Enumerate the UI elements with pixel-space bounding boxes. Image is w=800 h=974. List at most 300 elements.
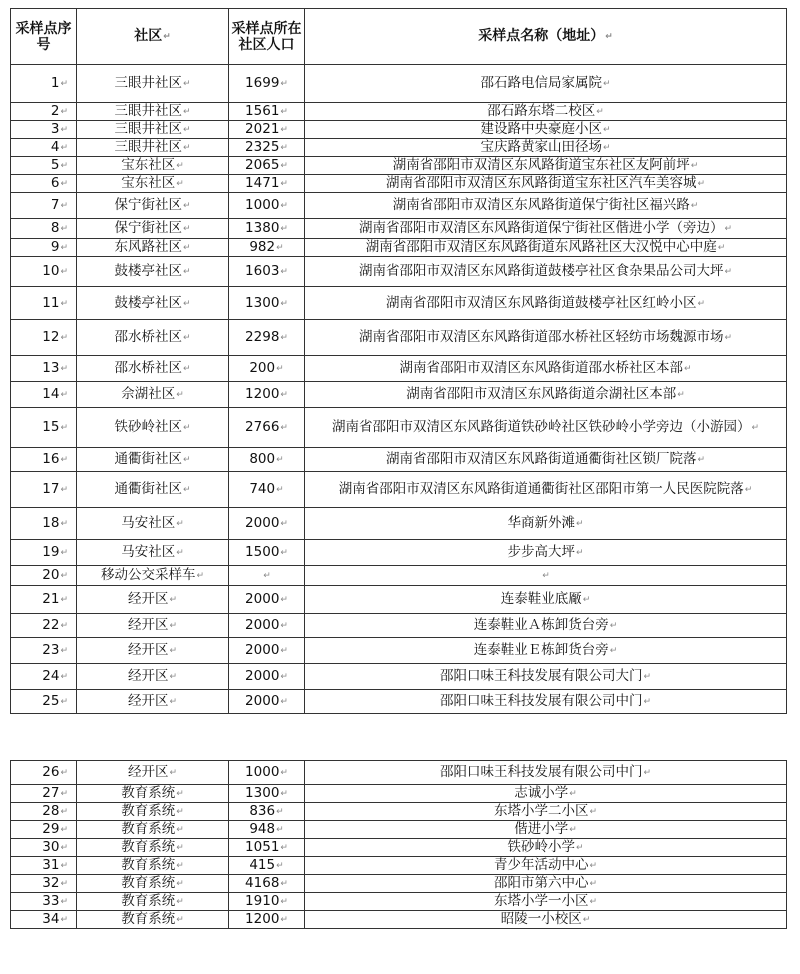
sampling-sites-table xyxy=(10,8,787,714)
row-seq-text: 1 xyxy=(50,75,60,91)
row-site-text: 青少年活动中心 xyxy=(493,857,589,873)
table-row xyxy=(11,821,787,839)
row-seq-text: 24 xyxy=(42,668,60,684)
paragraph-mark: ↵ xyxy=(643,672,652,682)
paragraph-mark: ↵ xyxy=(60,915,68,925)
row-seq xyxy=(11,157,77,175)
row-community xyxy=(77,857,229,875)
paragraph-mark: ↵ xyxy=(60,143,68,153)
paragraph-mark: ↵ xyxy=(602,143,611,153)
row-seq-text: 30 xyxy=(42,839,60,855)
table-row xyxy=(11,356,787,382)
paragraph-mark: ↵ xyxy=(280,789,288,799)
row-community xyxy=(77,121,229,139)
paragraph-mark: ↵ xyxy=(744,485,753,495)
row-seq-text: 23 xyxy=(42,642,60,658)
row-seq-text: 17 xyxy=(42,481,60,497)
row-seq xyxy=(11,320,77,356)
row-community xyxy=(77,320,229,356)
paragraph-mark: ↵ xyxy=(176,843,184,853)
row-site-text: 志诚小学 xyxy=(514,785,569,801)
paragraph-mark: ↵ xyxy=(276,485,284,495)
row-seq-text: 10 xyxy=(42,263,60,279)
paragraph-mark: ↵ xyxy=(176,789,184,799)
row-seq xyxy=(11,508,77,540)
row-site xyxy=(305,893,787,911)
row-population xyxy=(229,586,305,614)
row-community xyxy=(77,193,229,219)
row-site-text: 邵石路电信局家属院 xyxy=(480,75,602,91)
paragraph-mark: ↵ xyxy=(717,243,726,253)
row-site xyxy=(305,821,787,839)
paragraph-mark: ↵ xyxy=(690,201,699,211)
row-community xyxy=(77,103,229,121)
paragraph-mark: ↵ xyxy=(60,390,68,400)
table-row xyxy=(11,219,787,239)
row-population-text: 2021 xyxy=(245,121,280,137)
row-seq-text: 32 xyxy=(42,875,60,891)
row-seq xyxy=(11,287,77,320)
row-site xyxy=(305,761,787,785)
row-site xyxy=(305,638,787,664)
paragraph-mark: ↵ xyxy=(569,789,577,799)
row-site-text: 湖南省邵阳市双清区东风路街道通衢街社区锁厂院落 xyxy=(385,451,697,467)
row-site-text: 湖南省邵阳市双清区东风路街道邵水桥社区本部 xyxy=(399,360,683,376)
paragraph-mark: ↵ xyxy=(575,519,584,529)
table-row xyxy=(11,911,787,929)
row-population xyxy=(229,193,305,219)
row-population xyxy=(229,664,305,690)
paragraph-mark: ↵ xyxy=(176,390,184,400)
row-site-text: 建设路中央豪庭小区 xyxy=(480,121,602,137)
paragraph-mark: ↵ xyxy=(280,879,288,889)
row-population xyxy=(229,448,305,472)
table-row xyxy=(11,761,787,785)
row-site xyxy=(305,65,787,103)
row-community-text: 东风路社区 xyxy=(114,239,182,255)
row-population xyxy=(229,287,305,320)
row-site xyxy=(305,540,787,566)
row-seq xyxy=(11,103,77,121)
row-seq-text: 3 xyxy=(50,121,60,137)
paragraph-mark: ↵ xyxy=(182,243,191,253)
paragraph-mark: ↵ xyxy=(276,825,284,835)
table-body-part-2 xyxy=(11,761,787,929)
row-seq-text: 13 xyxy=(42,360,60,376)
row-community xyxy=(77,65,229,103)
table-row xyxy=(11,65,787,103)
row-community xyxy=(77,614,229,638)
row-site xyxy=(305,356,787,382)
row-seq-text: 20 xyxy=(42,567,60,583)
paragraph-mark: ↵ xyxy=(280,161,288,171)
row-site-text: 铁砂岭小学 xyxy=(507,839,575,855)
row-seq-text: 34 xyxy=(42,911,60,927)
row-site xyxy=(305,408,787,448)
row-site-text: 邵阳口味王科技发展有限公司中门 xyxy=(439,764,643,780)
row-seq xyxy=(11,875,77,893)
row-population xyxy=(229,803,305,821)
paragraph-mark: ↵ xyxy=(60,125,68,135)
row-site-text: 偕进小学 xyxy=(514,821,569,837)
paragraph-mark: ↵ xyxy=(182,333,191,343)
row-population-text: 2298 xyxy=(245,329,280,345)
row-community xyxy=(77,139,229,157)
row-community-text: 通衢街社区 xyxy=(114,451,182,467)
row-community-text: 通衢街社区 xyxy=(114,481,182,497)
row-population-text: 2325 xyxy=(245,139,280,155)
table-row xyxy=(11,287,787,320)
paragraph-mark: ↵ xyxy=(60,621,68,631)
row-site-text: 邵阳市第六中心 xyxy=(493,875,589,891)
row-population xyxy=(229,121,305,139)
paragraph-mark: ↵ xyxy=(176,548,184,558)
paragraph-mark: ↵ xyxy=(582,595,591,605)
row-site xyxy=(305,193,787,219)
row-site xyxy=(305,803,787,821)
row-community-text: 保宁街社区 xyxy=(114,197,182,213)
row-community-text: 经开区 xyxy=(127,642,169,658)
paragraph-mark: ↵ xyxy=(677,390,685,400)
row-seq-text: 8 xyxy=(50,220,60,236)
row-population xyxy=(229,566,305,586)
row-population-text: 2000 xyxy=(245,642,280,658)
row-population-text: 2000 xyxy=(245,591,280,607)
paragraph-mark: ↵ xyxy=(60,485,68,495)
row-population xyxy=(229,857,305,875)
paragraph-mark: ↵ xyxy=(280,897,288,907)
row-community xyxy=(77,508,229,540)
row-population-text: 2065 xyxy=(245,157,280,173)
row-population-text: 982 xyxy=(249,239,276,255)
row-seq-text: 14 xyxy=(42,386,60,402)
paragraph-mark: ↵ xyxy=(724,267,733,277)
row-site xyxy=(305,690,787,714)
table-row xyxy=(11,408,787,448)
table-row xyxy=(11,472,787,508)
header-site xyxy=(305,9,787,65)
row-community-text: 马安社区 xyxy=(121,544,176,560)
paragraph-mark: ↵ xyxy=(589,897,598,907)
row-population xyxy=(229,320,305,356)
row-seq-text: 15 xyxy=(42,419,60,435)
row-population-text: 836 xyxy=(249,803,276,819)
row-site-text: 湖南省邵阳市双清区东风路街道宝东社区汽车美容城 xyxy=(385,175,697,191)
paragraph-mark: ↵ xyxy=(280,519,288,529)
paragraph-mark: ↵ xyxy=(280,697,288,707)
table-row xyxy=(11,239,787,257)
paragraph-mark: ↵ xyxy=(182,267,191,277)
table-header-row xyxy=(11,9,787,65)
paragraph-mark: ↵ xyxy=(280,548,288,558)
paragraph-mark: ↵ xyxy=(163,32,171,42)
table-row xyxy=(11,638,787,664)
row-seq xyxy=(11,566,77,586)
row-seq xyxy=(11,121,77,139)
row-population-text: 200 xyxy=(249,360,276,376)
paragraph-mark: ↵ xyxy=(276,243,284,253)
paragraph-mark: ↵ xyxy=(280,107,288,117)
row-seq xyxy=(11,219,77,239)
paragraph-mark: ↵ xyxy=(182,423,191,433)
row-seq xyxy=(11,614,77,638)
row-seq-text: 11 xyxy=(42,294,60,311)
table-row xyxy=(11,664,787,690)
paragraph-mark: ↵ xyxy=(176,519,184,529)
row-community-text: 移动公交采样车 xyxy=(100,567,196,583)
row-seq xyxy=(11,239,77,257)
row-site-text: 湖南省邵阳市双清区东风路街道鼓楼亭社区红岭小区 xyxy=(385,294,697,311)
row-population-text: 2000 xyxy=(245,668,280,684)
row-seq-text: 18 xyxy=(42,515,60,531)
paragraph-mark: ↵ xyxy=(176,915,184,925)
paragraph-mark: ↵ xyxy=(60,423,68,433)
paragraph-mark: ↵ xyxy=(60,548,68,558)
paragraph-mark: ↵ xyxy=(182,107,191,117)
row-population-text: 1000 xyxy=(245,764,280,780)
row-seq-text: 19 xyxy=(42,544,60,560)
row-seq-text: 9 xyxy=(50,239,60,255)
paragraph-mark: ↵ xyxy=(542,571,550,581)
row-community-text: 教育系统 xyxy=(121,893,176,909)
row-seq xyxy=(11,448,77,472)
row-population-text: 1471 xyxy=(245,175,280,191)
row-community xyxy=(77,586,229,614)
row-community-text: 教育系统 xyxy=(121,785,176,801)
row-community xyxy=(77,664,229,690)
row-seq xyxy=(11,65,77,103)
row-community xyxy=(77,803,229,821)
row-site xyxy=(305,586,787,614)
row-site-text: 连泰鞋业Ａ栋卸货台旁 xyxy=(473,617,609,633)
paragraph-mark: ↵ xyxy=(60,519,68,529)
row-seq xyxy=(11,540,77,566)
table-row xyxy=(11,540,787,566)
row-seq xyxy=(11,175,77,193)
row-population-text: 1300 xyxy=(245,785,280,801)
paragraph-mark: ↵ xyxy=(60,161,68,171)
paragraph-mark: ↵ xyxy=(176,825,184,835)
row-community xyxy=(77,472,229,508)
row-community-text: 鼓楼亭社区 xyxy=(114,263,182,279)
row-community-text: 佘湖社区 xyxy=(121,386,176,402)
row-seq xyxy=(11,785,77,803)
row-seq-text: 33 xyxy=(42,893,60,909)
row-population-text: 2000 xyxy=(245,693,280,709)
row-population xyxy=(229,175,305,193)
row-community xyxy=(77,382,229,408)
paragraph-mark: ↵ xyxy=(276,364,284,374)
row-site xyxy=(305,448,787,472)
row-population-text: 415 xyxy=(249,857,276,873)
paragraph-mark: ↵ xyxy=(60,768,68,778)
paragraph-mark: ↵ xyxy=(697,179,706,189)
row-community xyxy=(77,893,229,911)
paragraph-mark: ↵ xyxy=(280,179,288,189)
paragraph-mark: ↵ xyxy=(60,697,68,707)
table-row xyxy=(11,586,787,614)
row-seq xyxy=(11,690,77,714)
paragraph-mark: ↵ xyxy=(609,646,618,656)
row-population xyxy=(229,761,305,785)
paragraph-mark: ↵ xyxy=(60,267,68,277)
row-community-text: 经开区 xyxy=(127,668,169,684)
row-population xyxy=(229,690,305,714)
row-community-text: 经开区 xyxy=(127,693,169,709)
row-population xyxy=(229,356,305,382)
paragraph-mark: ↵ xyxy=(60,595,68,605)
paragraph-mark: ↵ xyxy=(280,143,288,153)
paragraph-mark: ↵ xyxy=(182,455,191,465)
row-seq-text: 29 xyxy=(42,821,60,837)
paragraph-mark: ↵ xyxy=(643,697,652,707)
row-community-text: 教育系统 xyxy=(121,821,176,837)
paragraph-mark: ↵ xyxy=(196,571,205,581)
row-site xyxy=(305,839,787,857)
row-seq-text: 12 xyxy=(42,329,60,345)
paragraph-mark: ↵ xyxy=(176,897,184,907)
row-site-text: 连泰鞋业Ｅ栋卸货台旁 xyxy=(473,642,609,658)
row-site-text: 湖南省邵阳市双清区东风路街道邵水桥社区轻纺市场魏源市场 xyxy=(358,329,724,345)
row-community xyxy=(77,448,229,472)
row-seq xyxy=(11,408,77,448)
table-row xyxy=(11,448,787,472)
row-seq xyxy=(11,472,77,508)
paragraph-mark: ↵ xyxy=(169,768,178,778)
row-seq-text: 16 xyxy=(42,451,60,467)
row-site xyxy=(305,121,787,139)
paragraph-mark: ↵ xyxy=(280,423,288,433)
paragraph-mark: ↵ xyxy=(280,201,288,211)
paragraph-mark: ↵ xyxy=(169,621,178,631)
paragraph-mark: ↵ xyxy=(643,768,652,778)
paragraph-mark: ↵ xyxy=(60,789,68,799)
paragraph-mark: ↵ xyxy=(589,879,598,889)
header-community-label: 社区 xyxy=(134,28,163,44)
row-community xyxy=(77,761,229,785)
paragraph-mark: ↵ xyxy=(751,423,760,433)
table-row xyxy=(11,320,787,356)
row-site-text: 连泰鞋业底厰 xyxy=(500,591,582,607)
paragraph-mark: ↵ xyxy=(280,843,288,853)
row-community xyxy=(77,638,229,664)
paragraph-mark: ↵ xyxy=(575,548,584,558)
row-population-text: 1380 xyxy=(245,220,280,236)
row-site-text: 湖南省邵阳市双清区东风路街道佘湖社区本部 xyxy=(406,386,677,402)
row-site xyxy=(305,157,787,175)
row-site-text: 湖南省邵阳市双清区东风路街道铁砂岭社区铁砂岭小学旁边（小游园） xyxy=(331,419,751,435)
row-community xyxy=(77,219,229,239)
paragraph-mark: ↵ xyxy=(182,364,191,374)
row-community xyxy=(77,875,229,893)
row-seq-text: 21 xyxy=(42,591,60,607)
row-community xyxy=(77,911,229,929)
paragraph-mark: ↵ xyxy=(60,646,68,656)
row-population xyxy=(229,239,305,257)
row-seq xyxy=(11,638,77,664)
paragraph-mark: ↵ xyxy=(176,807,184,817)
row-population xyxy=(229,508,305,540)
paragraph-mark: ↵ xyxy=(280,298,288,309)
row-seq xyxy=(11,257,77,287)
paragraph-mark: ↵ xyxy=(602,125,611,135)
row-community xyxy=(77,540,229,566)
paragraph-mark: ↵ xyxy=(697,455,706,465)
paragraph-mark: ↵ xyxy=(176,161,184,171)
row-community-text: 三眼井社区 xyxy=(114,75,182,91)
paragraph-mark: ↵ xyxy=(60,571,68,581)
paragraph-mark: ↵ xyxy=(60,364,68,374)
table-row xyxy=(11,785,787,803)
row-population xyxy=(229,821,305,839)
row-population-text: 1561 xyxy=(245,103,280,119)
row-population xyxy=(229,157,305,175)
paragraph-mark: ↵ xyxy=(683,364,692,374)
sampling-sites-table-continued xyxy=(10,760,787,929)
row-site xyxy=(305,472,787,508)
paragraph-mark: ↵ xyxy=(582,915,591,925)
row-site-text: 东塔小学二小区 xyxy=(493,803,589,819)
paragraph-mark: ↵ xyxy=(169,672,178,682)
row-seq xyxy=(11,839,77,857)
paragraph-mark: ↵ xyxy=(280,79,288,89)
paragraph-mark: ↵ xyxy=(724,333,733,343)
row-site-text: 湖南省邵阳市双清区东风路街道通衢街社区邵阳市第一人民医院院落 xyxy=(338,481,744,497)
row-site-text: 湖南省邵阳市双清区东风路街道保宁街社区偕进小学（旁边） xyxy=(358,220,724,236)
paragraph-mark: ↵ xyxy=(697,298,706,309)
row-site xyxy=(305,219,787,239)
header-population-label: 采样点所在社区人口 xyxy=(231,20,302,53)
row-population xyxy=(229,839,305,857)
row-site xyxy=(305,614,787,638)
row-population-text: 1051 xyxy=(245,839,280,855)
table-body-part-1 xyxy=(11,65,787,714)
row-population-text: 2766 xyxy=(245,419,280,435)
row-seq-text: 22 xyxy=(42,617,60,633)
row-population-text: 1300 xyxy=(245,294,280,311)
row-community xyxy=(77,157,229,175)
paragraph-mark: ↵ xyxy=(280,333,288,343)
row-population-text: 800 xyxy=(249,451,276,467)
row-seq-text: 27 xyxy=(42,785,60,801)
paragraph-mark: ↵ xyxy=(60,201,68,211)
row-community xyxy=(77,566,229,586)
paragraph-mark: ↵ xyxy=(176,179,184,189)
paragraph-mark: ↵ xyxy=(276,807,284,817)
row-site xyxy=(305,875,787,893)
paragraph-mark: ↵ xyxy=(169,646,178,656)
paragraph-mark: ↵ xyxy=(280,646,288,656)
paragraph-mark: ↵ xyxy=(569,825,577,835)
row-seq-text: 4 xyxy=(50,139,60,155)
header-population xyxy=(229,9,305,65)
row-site xyxy=(305,857,787,875)
header-site-label: 采样点名称（地址） xyxy=(478,28,605,44)
row-population xyxy=(229,382,305,408)
row-population xyxy=(229,408,305,448)
table-row xyxy=(11,193,787,219)
row-community-text: 经开区 xyxy=(127,764,169,780)
header-community xyxy=(77,9,229,65)
row-population xyxy=(229,540,305,566)
paragraph-mark: ↵ xyxy=(60,179,68,189)
row-community-text: 三眼井社区 xyxy=(114,103,182,119)
row-seq-text: 2 xyxy=(50,103,60,119)
row-site-text: 邵阳口味王科技发展有限公司中门 xyxy=(439,693,643,709)
paragraph-mark: ↵ xyxy=(724,224,733,234)
row-seq xyxy=(11,911,77,929)
row-community xyxy=(77,175,229,193)
